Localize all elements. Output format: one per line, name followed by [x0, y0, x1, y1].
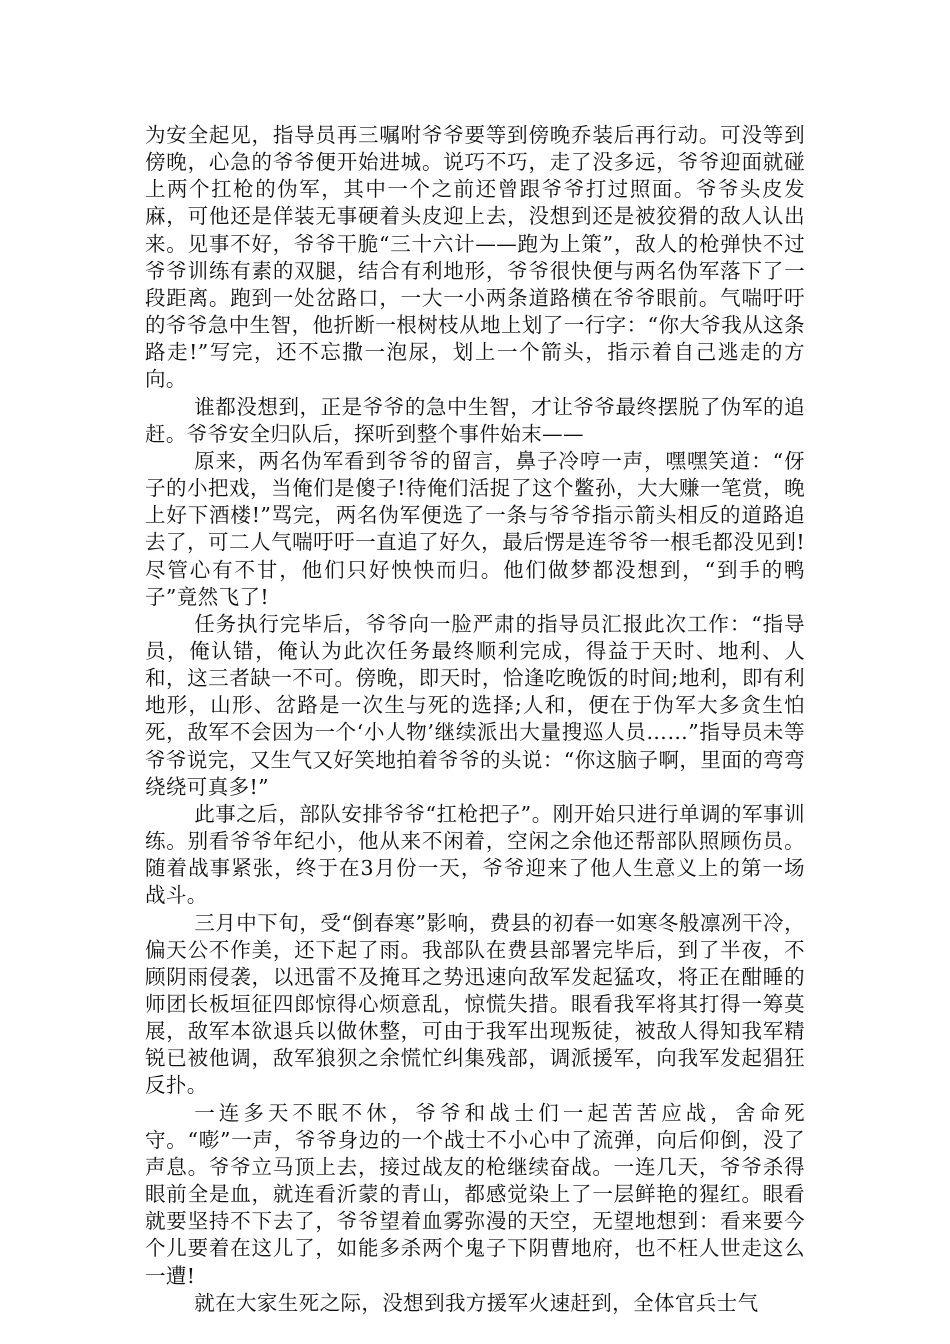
paragraph-5: 此事之后，部队安排爷爷“扛枪把子”。刚开始只进行单调的军事训练。别看爷爷年纪小，他从来不闲着，空闲之余他还帮部队照顾伤员。随着战事紧张，终于在3月份一天，爷爷迎来了他人生意义上的第一场战斗。	[145, 801, 805, 908]
paragraph-8: 就在大家生死之际，没想到我方援军火速赶到，全体官兵士气	[194, 1290, 759, 1315]
paragraph-2: 谁都没想到，正是爷爷的急中生智，才让爷爷最终摆脱了伪军的追赶。爷爷安全归队后，探听到整个事件始末——	[145, 394, 805, 446]
paragraph-6: 三月中下旬，受“倒春寒”影响，费县的初春一如寒冬般凛冽干冷，偏天公不作美，还下起了雨。我部队在费县部署完毕后，到了半夜，不顾阴雨侵袭，以迅雷不及掩耳之势迅速向敌军发起猛攻，将正在酣睡的师团长板垣征四郎惊得心烦意乱，惊慌失措。眼看我军将其打得一筹莫展，敌军本欲退兵以做休整，可由于我军出现叛徒，被敌人得知我军精锐已被他调，敌军狼狈之余慌忙纠集残部，调派援军，向我军发起猖狂反扑。	[145, 910, 805, 1098]
document-body	[145, 122, 805, 1317]
paragraph-7: 一连多天不眠不休，爷爷和战士们一起苦苦应战，舍命死守。“嘭”一声，爷爷身边的一个战士不小心中了流弹，向后仰倒，没了声息。爷爷立马顶上去，接过战友的枪继续奋战。一连几天，爷爷杀得眼前全是血，就连看沂蒙的青山，都感觉染上了一层鲜艳的猩红。眼看就要坚持不下去了，爷爷望着血雾弥漫的天空，无望地想到：看来要今个儿要着在这儿了，如能多杀两个鬼子下阴曹地府，也不枉人世走这么一遭!	[145, 1100, 805, 1288]
paragraph-1: 为安全起见，指导员再三嘱咐爷爷要等到傍晚乔装后再行动。可没等到傍晚，心急的爷爷便开始进城。说巧不巧，走了没多远，爷爷迎面就碰上两个扛枪的伪军，其中一个之前还曾跟爷爷打过照面。爷爷头皮发麻，可他还是佯装无事硬着头皮迎上去，没想到还是被狡猾的敌人认出来。见事不好，爷爷干脆“三十六计——跑为上策”，敌人的枪弹快不过爷爷训练有素的双腿，结合有利地形，爷爷很快便与两名伪军落下了一段距离。跑到一处岔路口，一大一小两条道路横在爷爷眼前。气喘吁吁的爷爷急中生智，他折断一根树枝从地上划了一行字：“你大爷我从这条路走!”写完，还不忘撒一泡尿，划上一个箭头，指示着自己逃走的方向。	[145, 123, 805, 392]
paragraph-3: 原来，两名伪军看到爷爷的留言，鼻子冷哼一声，嘿嘿笑道：“伢子的小把戏，当俺们是傻子!待俺们活捉了这个鳖孙，大大赚一笔赏，晚上好下酒楼!”骂完，两名伪军便选了一条与爷爷指示箭头相反的道路追去了，可二人气喘吁吁一直追了好久，最后愣是连爷爷一根毛都没见到!尽管心有不甘，他们只好怏怏而归。他们做梦都没想到，“到手的鸭子”竟然飞了!	[145, 448, 805, 609]
paragraph-4: 任务执行完毕后，爷爷向一脸严肃的指导员汇报此次工作：“指导员，俺认错，俺认为此次任务最终顺利完成，得益于天时、地利、人和，这三者缺一不可。傍晚，即天时，恰逢吃晚饭的时间;地利，即有利地形，山形、岔路是一次生与死的选择;人和，便在于伪军大多贪生怕死，敌军不会因为一个‘小人物’继续派出大量搜巡人员……”指导员未等爷爷说完，又生气又好笑地拍着爷爷的头说：“你这脑子啊，里面的弯弯绕绕可真多!”	[145, 611, 805, 799]
